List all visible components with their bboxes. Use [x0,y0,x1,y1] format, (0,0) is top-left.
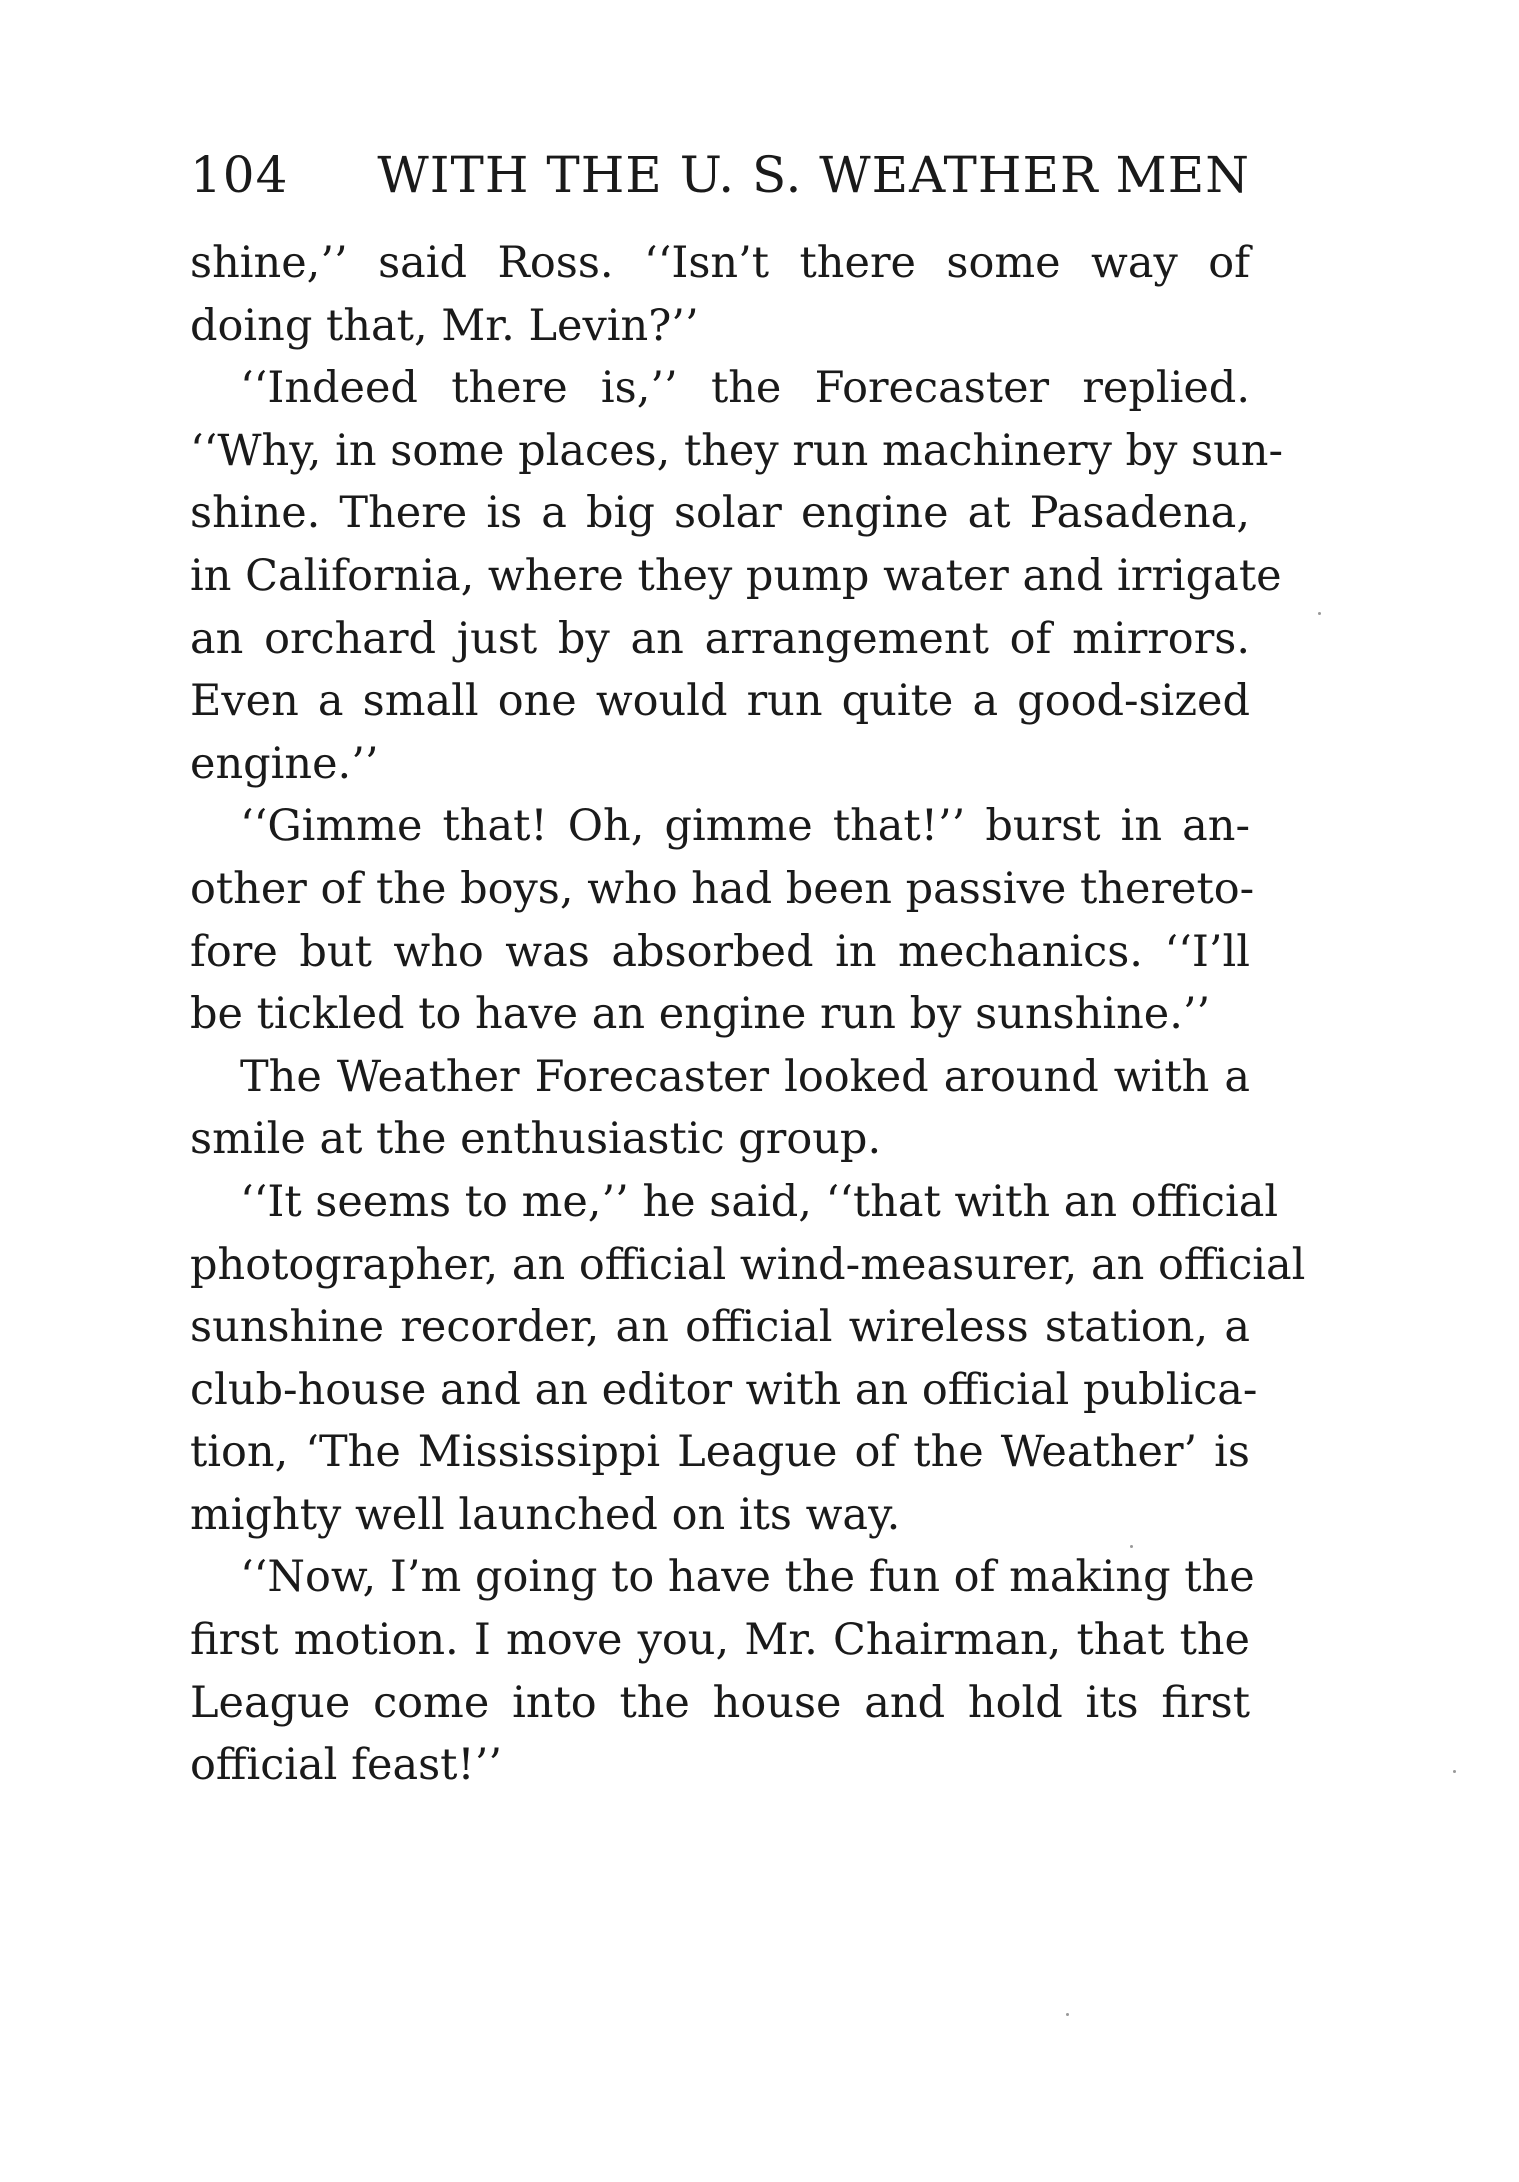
text-line: fore but who was absorbed in mechanics. ‘‘I’ll [190,926,1250,977]
text-line: official feast!’’ [190,1740,503,1791]
text-line: ‘‘It seems to me,’’ he said, ‘‘that with an official [240,1176,1279,1227]
text-line: shine,’’ said Ross. ‘‘Isn’t there some way of [190,238,1250,288]
scan-speck [1318,612,1321,615]
text-line: doing that, Mr. Levin?’’ [190,300,699,351]
scan-speck [1130,1545,1133,1548]
text-line: tion, ‘The Mississippi League of the Weather’ is [190,1427,1250,1478]
running-title: WITH THE U. S. WEATHER MEN [377,146,1250,204]
text-line: shine. There is a big solar engine at Pasadena, [190,488,1250,539]
text-line: ‘‘Indeed there is,’’ the Forecaster replied. [240,363,1250,414]
running-head [190,140,1250,210]
text-line: ‘‘Gimme that! Oh, gimme that!’’ burst in an- [240,801,1250,852]
text-line: photographer, an official wind-measurer, an official [190,1239,1306,1290]
page-number: 104 [190,146,289,204]
text-line: Even a small one would run quite a good-sized [190,676,1250,727]
text-line: smile at the enthusiastic group. [190,1114,882,1165]
text-line: first motion. I move you, Mr. Chairman, that the [190,1615,1250,1666]
text-line: ‘‘Now, I’m going to have the fun of making the [240,1552,1255,1603]
text-line: ‘‘Why, in some places, they run machinery by sun- [190,425,1284,476]
text-line: an orchard just by an arrangement of mirrors. [190,613,1250,664]
text-line: League come into the house and hold its first [190,1677,1250,1728]
text-line: other of the boys, who had been passive thereto- [190,863,1255,914]
text-line: mighty well launched on its way. [190,1489,901,1540]
scan-speck [1453,1770,1456,1773]
text-line: sunshine recorder, an official wireless station, a [190,1302,1250,1353]
text-line: The Weather Forecaster looked around with a [240,1051,1250,1102]
text-line: be tickled to have an engine run by sunshine.’’ [190,989,1211,1040]
body-text [190,232,1306,1797]
scan-speck [1066,2013,1069,2016]
text-line: engine.’’ [190,738,379,789]
text-line: in California, where they pump water and irrigate [190,550,1282,601]
text-line: club-house and an editor with an official publica- [190,1364,1258,1415]
